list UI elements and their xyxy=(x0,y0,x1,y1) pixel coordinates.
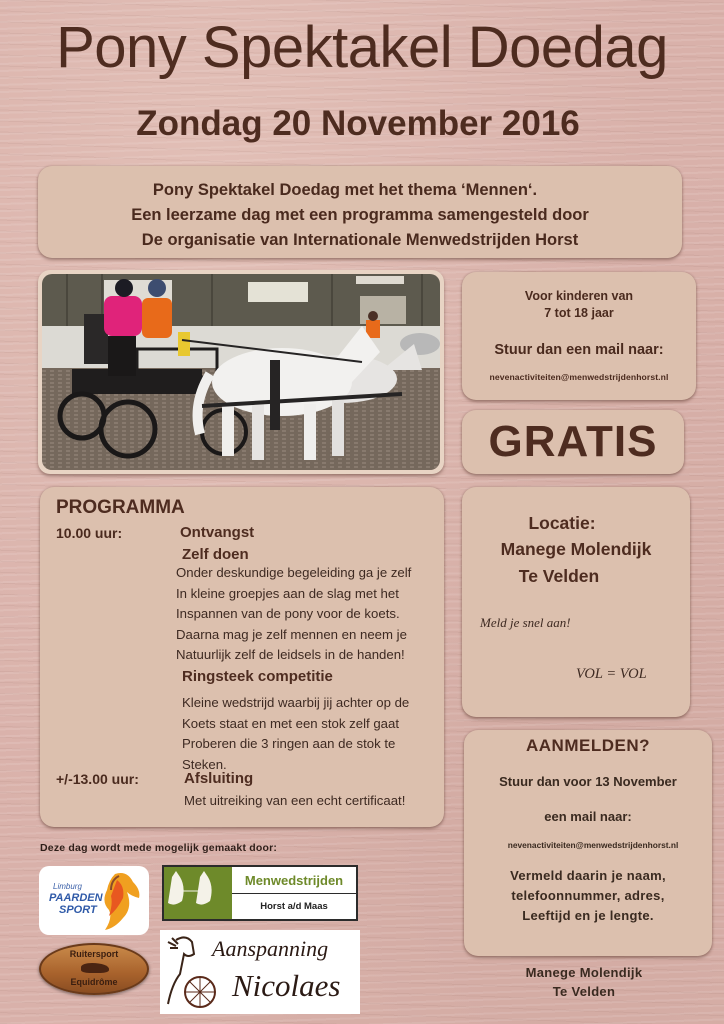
age-label: Voor kinderen van xyxy=(524,289,634,303)
program-item-title: Afsluiting xyxy=(184,770,254,787)
location-label: Locatie: xyxy=(528,513,596,533)
equidrome-logo: Ruitersport Equidrôme xyxy=(39,943,149,995)
signup-heading: AANMELDEN? xyxy=(526,736,650,755)
event-photo xyxy=(38,270,444,474)
page-title: Pony Spektakel Doedag xyxy=(56,15,668,80)
photo-image xyxy=(42,274,440,470)
location-name: Manege Molendijk xyxy=(500,539,652,559)
program-time-1: 10.00 uur: xyxy=(56,525,123,541)
intro-line-1: Pony Spektakel Doedag met het thema ‘Mennen‘. xyxy=(152,181,538,199)
intro-box xyxy=(38,166,682,258)
intro-line-2: Een leerzame dag met een programma samengesteld door xyxy=(131,206,589,224)
horses-icon xyxy=(164,867,232,919)
program-time-2: +/-13.00 uur: xyxy=(56,771,139,787)
program-item-title: Zelf doen xyxy=(182,546,249,563)
program-item-text: Kleine wedstrijd waarbij jij achter op de Koets staat en met een stok zelf gaat Proberen die 3 ringen aan de stok te Steken. xyxy=(182,695,410,772)
signup-note: Meld je snel aan! xyxy=(480,615,571,630)
menwedstrijden-logo: Menwedstrijden Horst a/d Maas xyxy=(162,865,358,921)
limburg-paardensport-logo: Limburg PAARDEN SPORT xyxy=(39,866,149,935)
full-note: VOL = VOL xyxy=(576,666,647,682)
location-place: Te Velden xyxy=(518,566,600,586)
program-item-title: Ringsteek competitie xyxy=(182,668,333,685)
mail-instruction: Stuur dan een mail naar: xyxy=(494,342,664,358)
age-info-box xyxy=(462,272,696,400)
signup-mail-label: een mail naar: xyxy=(544,809,632,824)
email-link[interactable]: nevenactiviteiten@menwedstrijdenhorst.nl xyxy=(507,840,679,850)
signup-deadline: Stuur dan voor 13 November xyxy=(499,774,677,789)
program-box xyxy=(40,487,444,827)
intro-line-3: De organisatie van Internationale Menwedstrijden Horst xyxy=(141,231,579,249)
event-date: Zondag 20 November 2016 xyxy=(136,104,580,143)
signup-box xyxy=(464,730,712,956)
email-link[interactable]: nevenactiviteiten@menwedstrijdenhorst.nl xyxy=(489,372,669,382)
age-range: 7 tot 18 jaar xyxy=(544,306,614,320)
program-item-text: Onder deskundige begeleiding ga je zelf In kleine groepjes aan de slag met het Inspannen van de pony voor de koets. Daarna mag je zelf mennen en neem je Natuurlijk zelf de leidsels in de handen! xyxy=(176,565,412,662)
location-box xyxy=(462,487,690,717)
signup-requirements: Vermeld daarin je naam, telefoonnummer, adres, Leeftijd en je lengte. xyxy=(510,868,666,923)
footer-location: Manege Molendijk Te Velden xyxy=(525,965,643,999)
free-label: GRATIS xyxy=(488,417,658,466)
running-horse-icon xyxy=(81,963,109,973)
free-badge xyxy=(462,410,684,474)
horse-flame-icon xyxy=(97,870,147,932)
program-item-text: Met uitreiking van een echt certificaat! xyxy=(184,793,406,808)
horse-wheel-icon xyxy=(162,934,218,1010)
nicolaes-logo: Aanspanning Nicolaes xyxy=(160,930,360,1014)
program-heading: PROGRAMMA xyxy=(56,497,185,518)
program-item-title: Ontvangst xyxy=(180,524,255,541)
sponsors-heading: Deze dag wordt mede mogelijk gemaakt door: xyxy=(40,842,278,854)
